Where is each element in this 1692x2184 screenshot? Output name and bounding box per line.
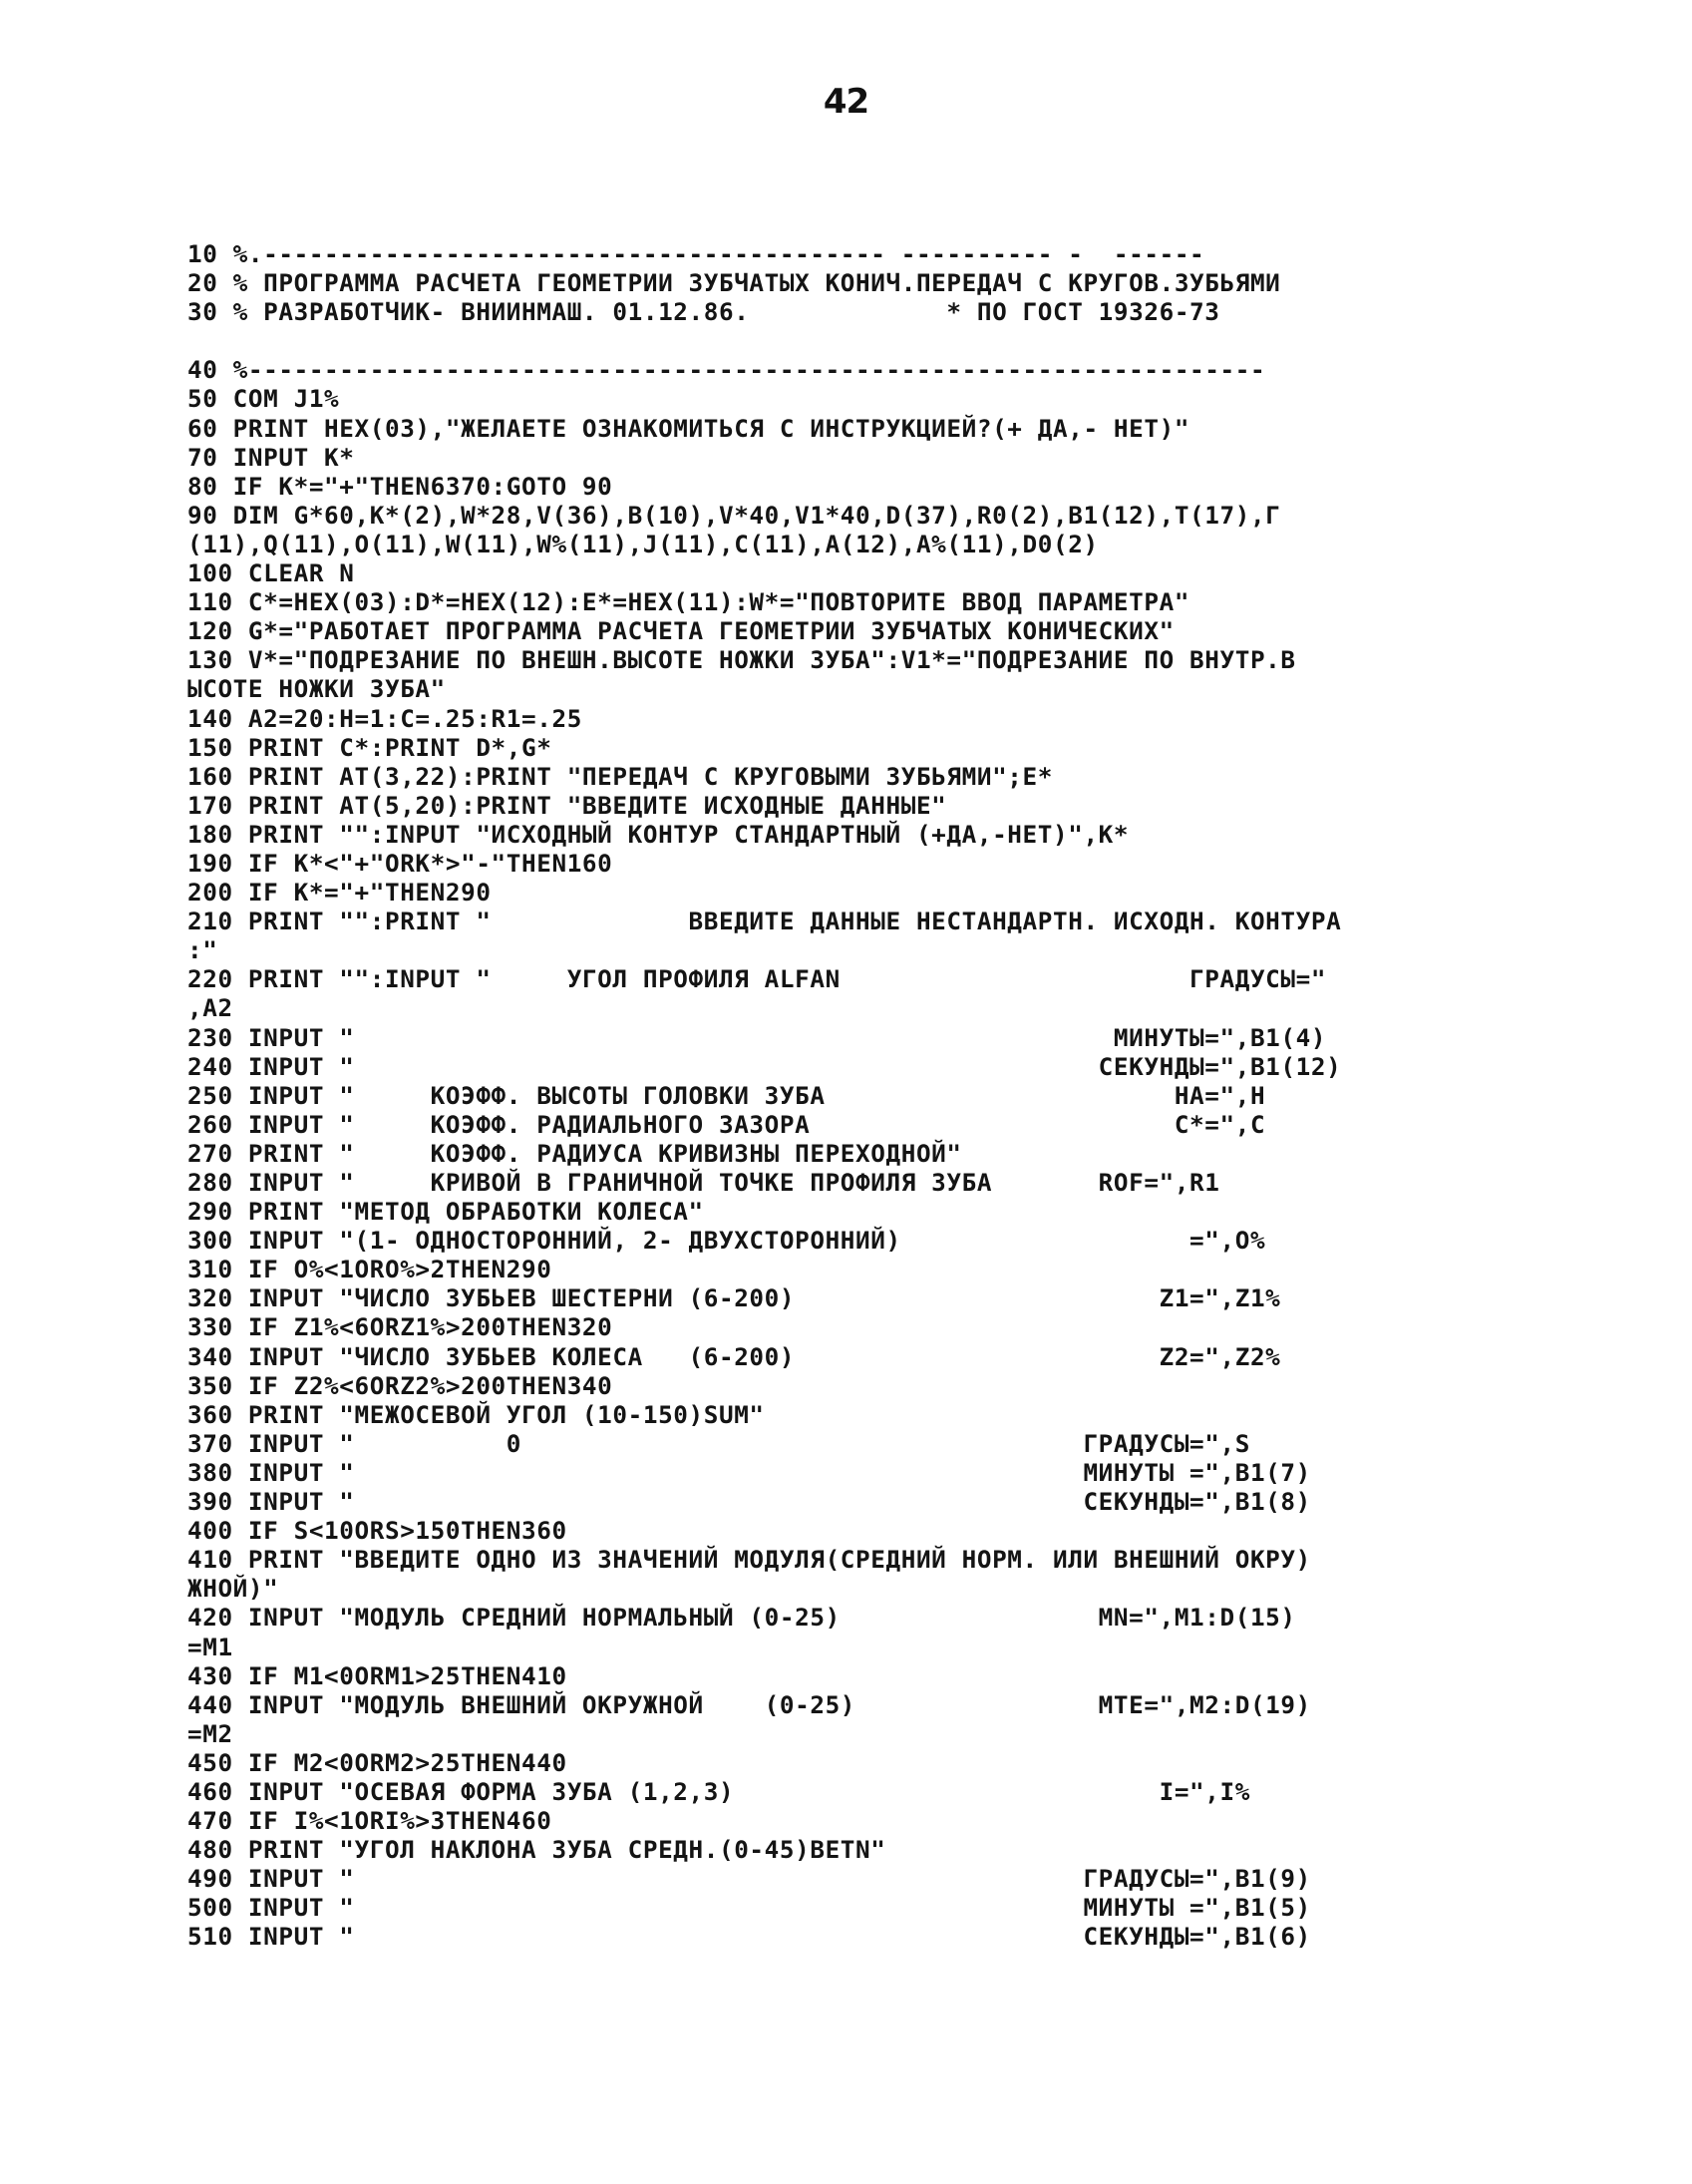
code-line: 500 INPUT " МИНУТЫ =",B1(5) <box>187 1893 1311 1923</box>
code-line: 460 INPUT "ОСЕВАЯ ФОРМА ЗУБА (1,2,3) I=",I% <box>187 1776 1250 1806</box>
code-line: 110 C*=HEX(03):D*=HEX(12):E*=HEX(11):W*="ПОВТОРИТЕ ВВОД ПАРАМЕТРА" <box>187 587 1190 617</box>
code-line: 490 INPUT " ГРАДУСЫ=",B1(9) <box>187 1864 1311 1894</box>
page-number: 42 <box>823 82 869 122</box>
code-line: 10 %.----------------------------------------- ---------- - ------ <box>187 239 1205 268</box>
code-line: ЫСОТЕ НОЖКИ ЗУБА" <box>187 674 446 704</box>
code-line: 380 INPUT " МИНУТЫ =",B1(7) <box>187 1457 1311 1487</box>
code-line: 50 COM J1% <box>187 384 340 414</box>
code-line: 280 INPUT " КРИВОЙ В ГРАНИЧНОЙ ТОЧКЕ ПРОФИЛЯ ЗУБА ROF=",R1 <box>187 1168 1220 1197</box>
code-line: ЖНОЙ)" <box>187 1574 279 1604</box>
code-line: 310 IF O%<1ORO%>2THEN290 <box>187 1255 552 1284</box>
code-line: 100 CLEAR N <box>187 558 355 588</box>
code-line: 320 INPUT "ЧИСЛО ЗУБЬЕВ ШЕСТЕРНИ (6-200) Z1=",Z1% <box>187 1283 1281 1313</box>
code-line: 60 PRINT HEX(03),"ЖЕЛАЕТЕ ОЗНАКОМИТЬСЯ С ИНСТРУКЦИЕЙ?(+ ДА,- НЕТ)" <box>187 413 1190 443</box>
code-line: =M2 <box>187 1718 233 1748</box>
code-line: 200 IF K*="+"THEN290 <box>187 878 492 908</box>
code-line: =M1 <box>187 1632 233 1661</box>
code-line: ,A2 <box>187 993 233 1023</box>
code-line: 190 IF K*<"+"ORK*>"-"THEN160 <box>187 848 613 878</box>
code-line: (11),Q(11),O(11),W(11),W%(11),J(11),C(11),A(12),A%(11),D0(2) <box>187 529 1099 558</box>
code-line: 430 IF M1<0ORM1>25THEN410 <box>187 1660 567 1690</box>
code-line: 440 INPUT "МОДУЛЬ ВНЕШНИЙ ОКРУЖНОЙ (0-25) MTE=",M2:D(19) <box>187 1689 1311 1719</box>
code-line: 290 PRINT "МЕТОД ОБРАБОТКИ КОЛЕСА" <box>187 1197 704 1227</box>
code-line: 260 INPUT " КОЭФФ. РАДИАЛЬНОГО ЗАЗОРА C*=",C <box>187 1109 1266 1139</box>
code-line: 210 PRINT "":PRINT " ВВЕДИТЕ ДАННЫЕ НЕСТАНДАРТН. ИСХОДН. КОНТУРА <box>187 907 1342 936</box>
code-line: 240 INPUT " СЕКУНДЫ=",B1(12) <box>187 1051 1342 1081</box>
code-line: 140 A2=20:H=1:C=.25:R1=.25 <box>187 703 582 733</box>
code-line: 160 PRINT AT(3,22):PRINT "ПЕРЕДАЧ С КРУГОВЫМИ ЗУБЬЯМИ";E* <box>187 761 1053 791</box>
code-line: 350 IF Z2%<6ORZ2%>200THEN340 <box>187 1370 613 1400</box>
code-line: 70 INPUT K* <box>187 442 355 472</box>
code-line: 130 V*="ПОДРЕЗАНИЕ ПО ВНЕШН.ВЫСОТЕ НОЖКИ ЗУБА":V1*="ПОДРЕЗАНИЕ ПО ВНУТР.В <box>187 645 1296 675</box>
code-line: 480 PRINT "УГОЛ НАКЛОНА ЗУБА СРЕДН.(0-45)BETN" <box>187 1835 886 1865</box>
code-line: 510 INPUT " СЕКУНДЫ=",B1(6) <box>187 1922 1311 1952</box>
code-line: 80 IF K*="+"THEN6370:GOTO 90 <box>187 471 613 501</box>
code-line: 270 PRINT " КОЭФФ. РАДИУСА КРИВИЗНЫ ПЕРЕХОДНОЙ" <box>187 1138 962 1168</box>
code-line: 390 INPUT " СЕКУНДЫ=",B1(8) <box>187 1487 1311 1517</box>
code-line: 250 INPUT " КОЭФФ. ВЫСОТЫ ГОЛОВКИ ЗУБА HA=",H <box>187 1080 1266 1110</box>
code-line: 340 INPUT "ЧИСЛО ЗУБЬЕВ КОЛЕСА (6-200) Z2=",Z2% <box>187 1341 1281 1371</box>
code-line: 300 INPUT "(1- ОДНОСТОРОННИЙ, 2- ДВУХСТОРОННИЙ) =",O% <box>187 1226 1266 1256</box>
code-line: 410 PRINT "ВВЕДИТЕ ОДНО ИЗ ЗНАЧЕНИЙ МОДУЛЯ(СРЕДНИЙ НОРМ. ИЛИ ВНЕШНИЙ ОКРУ) <box>187 1545 1311 1575</box>
code-line: 40 %------------------------------------------------------------------- <box>187 355 1266 385</box>
code-line: 420 INPUT "МОДУЛЬ СРЕДНИЙ НОРМАЛЬНЫЙ (0-25) MN=",M1:D(15) <box>187 1603 1296 1633</box>
code-line: 30 % РАЗРАБОТЧИК- ВНИИНМАШ. 01.12.86. * ПО ГОСТ 19326-73 <box>187 297 1220 327</box>
code-line: 220 PRINT "":INPUT " УГОЛ ПРОФИЛЯ ALFAN ГРАДУСЫ=" <box>187 964 1327 994</box>
code-line: 450 IF M2<0ORM2>25THEN440 <box>187 1747 567 1777</box>
code-line: 230 INPUT " МИНУТЫ=",B1(4) <box>187 1022 1327 1052</box>
code-line: 370 INPUT " 0 ГРАДУСЫ=",S <box>187 1428 1250 1458</box>
code-line: 150 PRINT C*:PRINT D*,G* <box>187 732 552 762</box>
code-line: 170 PRINT AT(5,20):PRINT "ВВЕДИТЕ ИСХОДНЫЕ ДАННЫЕ" <box>187 790 947 820</box>
code-line: 20 % ПРОГРАММА РАСЧЕТА ГЕОМЕТРИИ ЗУБЧАТЫХ КОНИЧ.ПЕРЕДАЧ С КРУГОВ.ЗУБЬЯМИ <box>187 268 1281 298</box>
code-line: 470 IF I%<1ORI%>3THEN460 <box>187 1806 552 1836</box>
code-line: 330 IF Z1%<6ORZ1%>200THEN320 <box>187 1312 613 1342</box>
code-line <box>187 326 1553 355</box>
code-line: 360 PRINT "МЕЖОСЕВОЙ УГОЛ (10-150)SUM" <box>187 1399 765 1429</box>
basic-code-listing <box>187 239 1553 1952</box>
code-line: 180 PRINT "":INPUT "ИСХОДНЫЙ КОНТУР СТАНДАРТНЫЙ (+ДА,-НЕТ)",K* <box>187 819 1130 849</box>
code-line: :" <box>187 935 218 965</box>
code-line: 90 DIM G*60,K*(2),W*28,V(36),B(10),V*40,V1*40,D(37),R0(2),B1(12),T(17),Г <box>187 500 1281 530</box>
code-line: 400 IF S<10ORS>150THEN360 <box>187 1516 567 1546</box>
code-line: 120 G*="РАБОТАЕТ ПРОГРАММА РАСЧЕТА ГЕОМЕТРИИ ЗУБЧАТЫХ КОНИЧЕСКИХ" <box>187 616 1175 646</box>
